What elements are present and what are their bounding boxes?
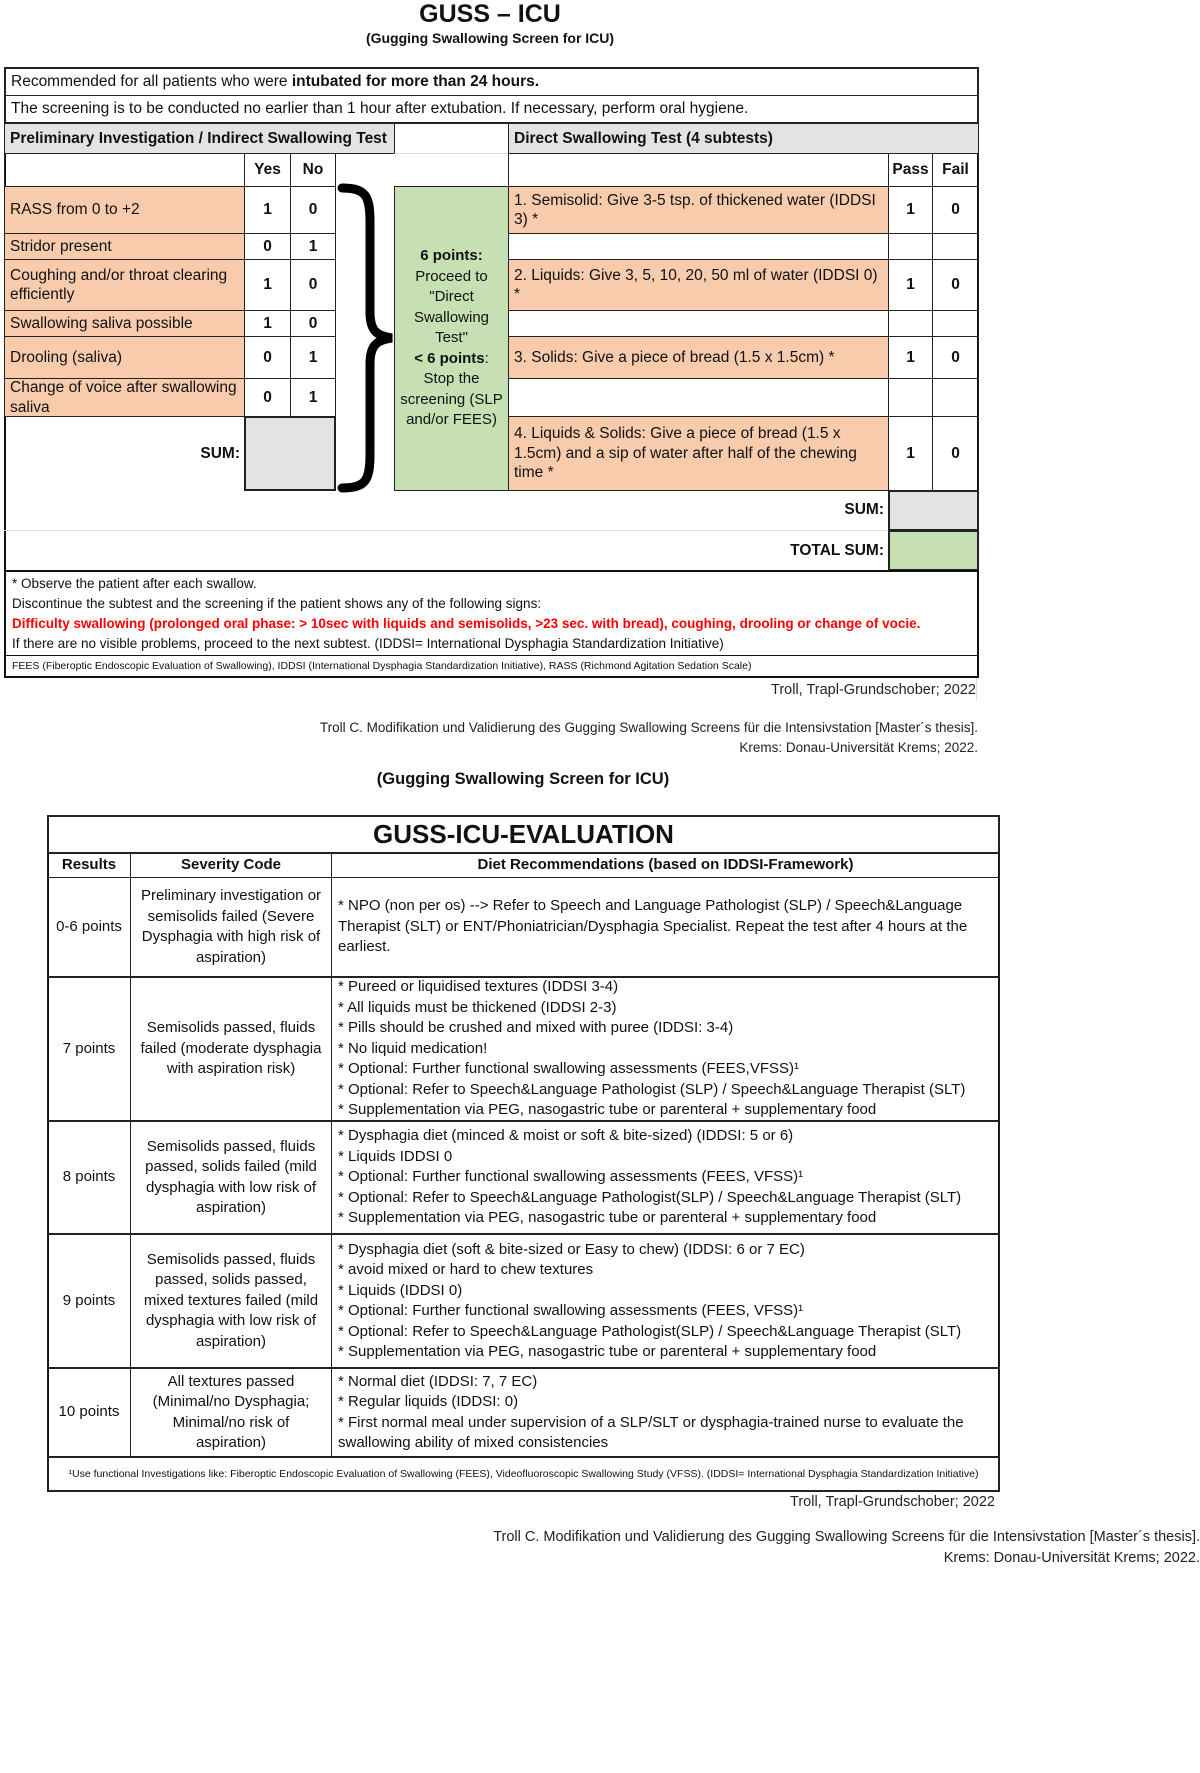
citation-line-1: Troll C. Modifikation und Validierung des Gugging Swallowing Screens für die Intensivstation [Master´s thesis]. (319, 720, 978, 735)
direct-label-header (508, 153, 889, 187)
severity-cell: Semisolids passed, fluids failed (moderate dysphagia with aspiration risk) (130, 976, 332, 1121)
recommendation-item: * Normal diet (IDDSI: 7, 7 EC) (338, 1372, 538, 1390)
col-severity: Severity Code (130, 853, 332, 878)
recommendations-list (338, 896, 993, 958)
direct-pass-score[interactable]: 1 (888, 336, 933, 379)
col-diet: Diet Recommendations (based on IDDSI-Framework) (331, 853, 1000, 878)
recommendation-item: * Liquids (IDDSI 0) (338, 1281, 463, 1299)
severity-cell: Semisolids passed, fluids passed, solids passed, mixed textures failed (mild dysphagia with low risk of aspiration) (130, 1233, 332, 1368)
col-results: Results (47, 853, 131, 878)
preliminary-item-label: Change of voice after swallowing saliva (4, 378, 245, 417)
recommendations-cell (331, 877, 1000, 977)
note-discontinue: Discontinue the subtest and the screening if the patient shows any of the following signs: (12, 596, 542, 611)
header-spacer (394, 123, 509, 154)
spacer-cell (888, 233, 933, 260)
direct-item-label: 4. Liquids & Solids: Give a piece of bread (1.5 x 1.5cm) and a sip of water after half of the chewing time * (508, 416, 889, 491)
severity-cell: All textures passed (Minimal/no Dysphagia; Minimal/no risk of aspiration) (130, 1367, 332, 1457)
recommendations-cell (331, 1120, 1000, 1234)
recommendation-item: * Optional: Further functional swallowing assessments (FEES,VFSS)¹ (338, 1060, 800, 1078)
recommendation-item: * Supplementation via PEG, nasogastric tube or parenteral + supplementary food (338, 1209, 877, 1227)
direct-sum-label: SUM: (4, 490, 889, 531)
direct-fail-score[interactable]: 0 (932, 336, 979, 379)
preliminary-yes-score[interactable]: 1 (244, 310, 291, 337)
recommendation-item: * Pills should be crushed and mixed with puree (IDDSI: 3-4) (338, 1019, 734, 1037)
authors-credit: Troll, Trapl-Grundschober; 2022 (771, 682, 976, 698)
note-warning-signs: Difficulty swallowing (prolonged oral phase: > 10sec with liquids and semisolids, >23 sec. with bread), coughing, drooling or change of vocie. (12, 616, 921, 631)
preliminary-no-score[interactable]: 1 (290, 233, 336, 260)
spacer-cell (932, 233, 979, 260)
spacer-cell (932, 378, 979, 417)
col-pass: Pass (888, 153, 933, 187)
recommendations-list (338, 977, 965, 1121)
six-points-text: Proceed to "Direct Swallowing Test" (413, 267, 490, 347)
note-observe: * Observe the patient after each swallow. (12, 576, 257, 591)
recommendation-item: * Dysphagia diet (soft & bite-sized or Easy to chew) (IDDSI: 6 or 7 EC) (338, 1240, 805, 1258)
direct-pass-score[interactable]: 1 (888, 186, 933, 234)
recommendation-item: * Dysphagia diet (minced & moist or soft & bite-sized) (IDDSI: 5 or 6) (338, 1127, 794, 1145)
spacer-row (508, 378, 889, 417)
recommendation-item: * Regular liquids (IDDSI: 0) (338, 1393, 519, 1410)
preliminary-item-label: Coughing and/or throat clearing efficiently (4, 259, 245, 311)
evaluation-title: GUSS-ICU-EVALUATION (47, 815, 1000, 854)
note-proceed: If there are no visible problems, proceed to the next subtest. (IDDSI= International Dysphagia Standardization Initiative) (12, 636, 724, 651)
recommendation-item: * Optional: Further functional swallowing assessments (FEES, VFSS)¹ (338, 1302, 804, 1319)
recommendation-item: * Liquids IDDSI 0 (338, 1147, 453, 1165)
col-fail: Fail (932, 153, 979, 187)
recommendation-item: * No liquid medication! (338, 1039, 488, 1057)
intro-line-2: The screening is to be conducted no earlier than 1 hour after extubation. If necessary, perform oral hygiene. (4, 95, 979, 124)
recommendations-cell (331, 1367, 1000, 1457)
recommendations-list (338, 1240, 961, 1363)
intro-line-1-bold: intubated for more than 24 hours. (291, 73, 540, 91)
direct-header: Direct Swallowing Test (4 subtests) (508, 123, 979, 154)
preliminary-sum-field[interactable] (244, 416, 336, 491)
page-subtitle: (Gugging Swallowing Screen for ICU) (365, 30, 615, 46)
result-cell: 10 points (47, 1367, 131, 1457)
preliminary-no-score[interactable]: 0 (290, 186, 336, 234)
recommendations-list (338, 1372, 993, 1454)
recommendation-item: * Pureed or liquidised textures (IDDSI 3-4) (338, 978, 619, 996)
direct-item-label: 3. Solids: Give a piece of bread (1.5 x 1.5cm) * (508, 336, 889, 379)
preliminary-header: Preliminary Investigation / Indirect Swallowing Test (4, 123, 395, 154)
curly-brace-icon (336, 182, 396, 494)
intro-line-1-text: Recommended for all patients who were (11, 73, 292, 91)
recommendation-item: * All liquids must be thickened (IDDSI 2-3) (338, 998, 617, 1016)
result-cell: 9 points (47, 1233, 131, 1368)
recommendation-item: * Optional: Refer to Speech&Language Pathologist (SLP) / Speech&Language Therapist (SLT) (338, 1080, 966, 1098)
preliminary-no-score[interactable]: 0 (290, 310, 336, 337)
col-yes: Yes (244, 153, 291, 187)
recommendation-item: * Optional: Refer to Speech&Language Pathologist(SLP) / Speech&Language Therapist (SLT) (338, 1188, 962, 1206)
direct-pass-score[interactable]: 1 (888, 259, 933, 311)
total-sum-label: TOTAL SUM: (790, 541, 884, 559)
direct-pass-score[interactable]: 1 (888, 416, 933, 491)
intro-line-1 (4, 67, 979, 96)
spacer-cell (932, 310, 979, 337)
recommendation-item: * Supplementation via PEG, nasogastric tube or parenteral + supplementary food (338, 1343, 877, 1360)
result-cell: 8 points (47, 1120, 131, 1234)
spacer-cell (888, 378, 933, 417)
recommendation-item: * Supplementation via PEG, nasogastric tube or parenteral + supplementary food (338, 1101, 877, 1119)
preliminary-sum-label: SUM: (200, 444, 240, 462)
evaluation-footnote: ¹Use functional Investigations like: Fiberoptic Endoscopic Evaluation of Swallowing (FEES), Videofluoroscopic Swallowing Study (VFSS). (IDDSI= International Dysphagia Standardization Initiative) (47, 1456, 1000, 1492)
decision-box (394, 186, 509, 491)
direct-item-label: 1. Semisolid: Give 3-5 tsp. of thickened water (IDDSI 3) * (508, 186, 889, 234)
col-no: No (290, 153, 336, 187)
direct-fail-score[interactable]: 0 (932, 259, 979, 311)
direct-fail-score[interactable]: 0 (932, 416, 979, 491)
preliminary-yes-score[interactable]: 0 (244, 336, 291, 379)
recommendations-cell (331, 1233, 1000, 1368)
divider (976, 678, 977, 700)
recommendation-item: * NPO (non per os) --> Refer to Speech and Language Pathologist (SLP) / Speech&Language Therapist (SLT) or ENT/Phoniatrician/Dysphagia Specialist. Repeat the test after 4 hours at the earliest. (338, 897, 968, 956)
preliminary-yes-score[interactable]: 1 (244, 186, 291, 234)
preliminary-item-label: RASS from 0 to +2 (4, 186, 245, 234)
preliminary-item-label: Drooling (saliva) (4, 336, 245, 379)
evaluation-citation-line-1: Troll C. Modifikation und Validierung des Gugging Swallowing Screens für die Intensivstation [Master´s thesis]. (493, 1529, 1200, 1545)
result-cell: 7 points (47, 976, 131, 1121)
page-title: GUSS – ICU (419, 0, 561, 28)
direct-fail-score[interactable]: 0 (932, 186, 979, 234)
six-points-label: 6 points: (420, 247, 483, 265)
recommendation-item: * Optional: Further functional swallowing assessments (FEES, VFSS)¹ (338, 1168, 804, 1186)
spacer-row (508, 310, 889, 337)
spacer-cell (888, 310, 933, 337)
direct-sum-field[interactable] (888, 490, 979, 531)
evaluation-authors: Troll, Trapl-Grundschober; 2022 (790, 1494, 995, 1510)
citation-line-2: Krems: Donau-Universität Krems; 2022. (739, 740, 978, 755)
instructions-box (4, 570, 979, 656)
result-cell: 0-6 points (47, 877, 131, 977)
preliminary-yes-score[interactable]: 0 (244, 378, 291, 417)
preliminary-no-score[interactable]: 1 (290, 336, 336, 379)
abbreviations: FEES (Fiberoptic Endoscopic Evaluation of Swallowing), IDDSI (International Dysphagia Standardization Initiative), RASS (Richmond Agitation Sedation Scale) (4, 655, 979, 678)
preliminary-yes-score[interactable]: 1 (244, 259, 291, 311)
preliminary-yes-score[interactable]: 0 (244, 233, 291, 260)
preliminary-label-header (4, 153, 245, 187)
recommendation-item: * Optional: Refer to Speech&Language Pathologist(SLP) / Speech&Language Therapist (SLT) (338, 1322, 962, 1340)
severity-cell: Preliminary investigation or semisolids failed (Severe Dysphagia with high risk of aspiration) (130, 877, 332, 977)
recommendations-cell (331, 976, 1000, 1121)
severity-cell: Semisolids passed, fluids passed, solids failed (mild dysphagia with low risk of aspiration) (130, 1120, 332, 1234)
direct-item-label: 2. Liquids: Give 3, 5, 10, 20, 50 ml of water (IDDSI 0) * (508, 259, 889, 311)
spacer-row (508, 233, 889, 260)
less-points-label: < 6 points (414, 349, 485, 367)
preliminary-no-score[interactable]: 0 (290, 259, 336, 311)
recommendation-item: * First normal meal under supervision of a SLP/SLT or dysphagia-trained nurse to evaluate the swallowing ability of mixed consistencies (338, 1413, 964, 1451)
total-sum-field[interactable] (888, 530, 979, 571)
recommendations-list (338, 1126, 961, 1229)
preliminary-item-label: Swallowing saliva possible (4, 310, 245, 337)
evaluation-citation-line-2: Krems: Donau-Universität Krems; 2022. (943, 1550, 1200, 1566)
preliminary-item-label: Stridor present (4, 233, 245, 260)
recommendation-item: * avoid mixed or hard to chew textures (338, 1261, 594, 1278)
evaluation-subtitle: (Gugging Swallowing Screen for ICU) (376, 770, 670, 788)
preliminary-no-score[interactable]: 1 (290, 378, 336, 417)
less-points-text: : Stop the screening (SLP and/or FEES) (400, 349, 503, 429)
